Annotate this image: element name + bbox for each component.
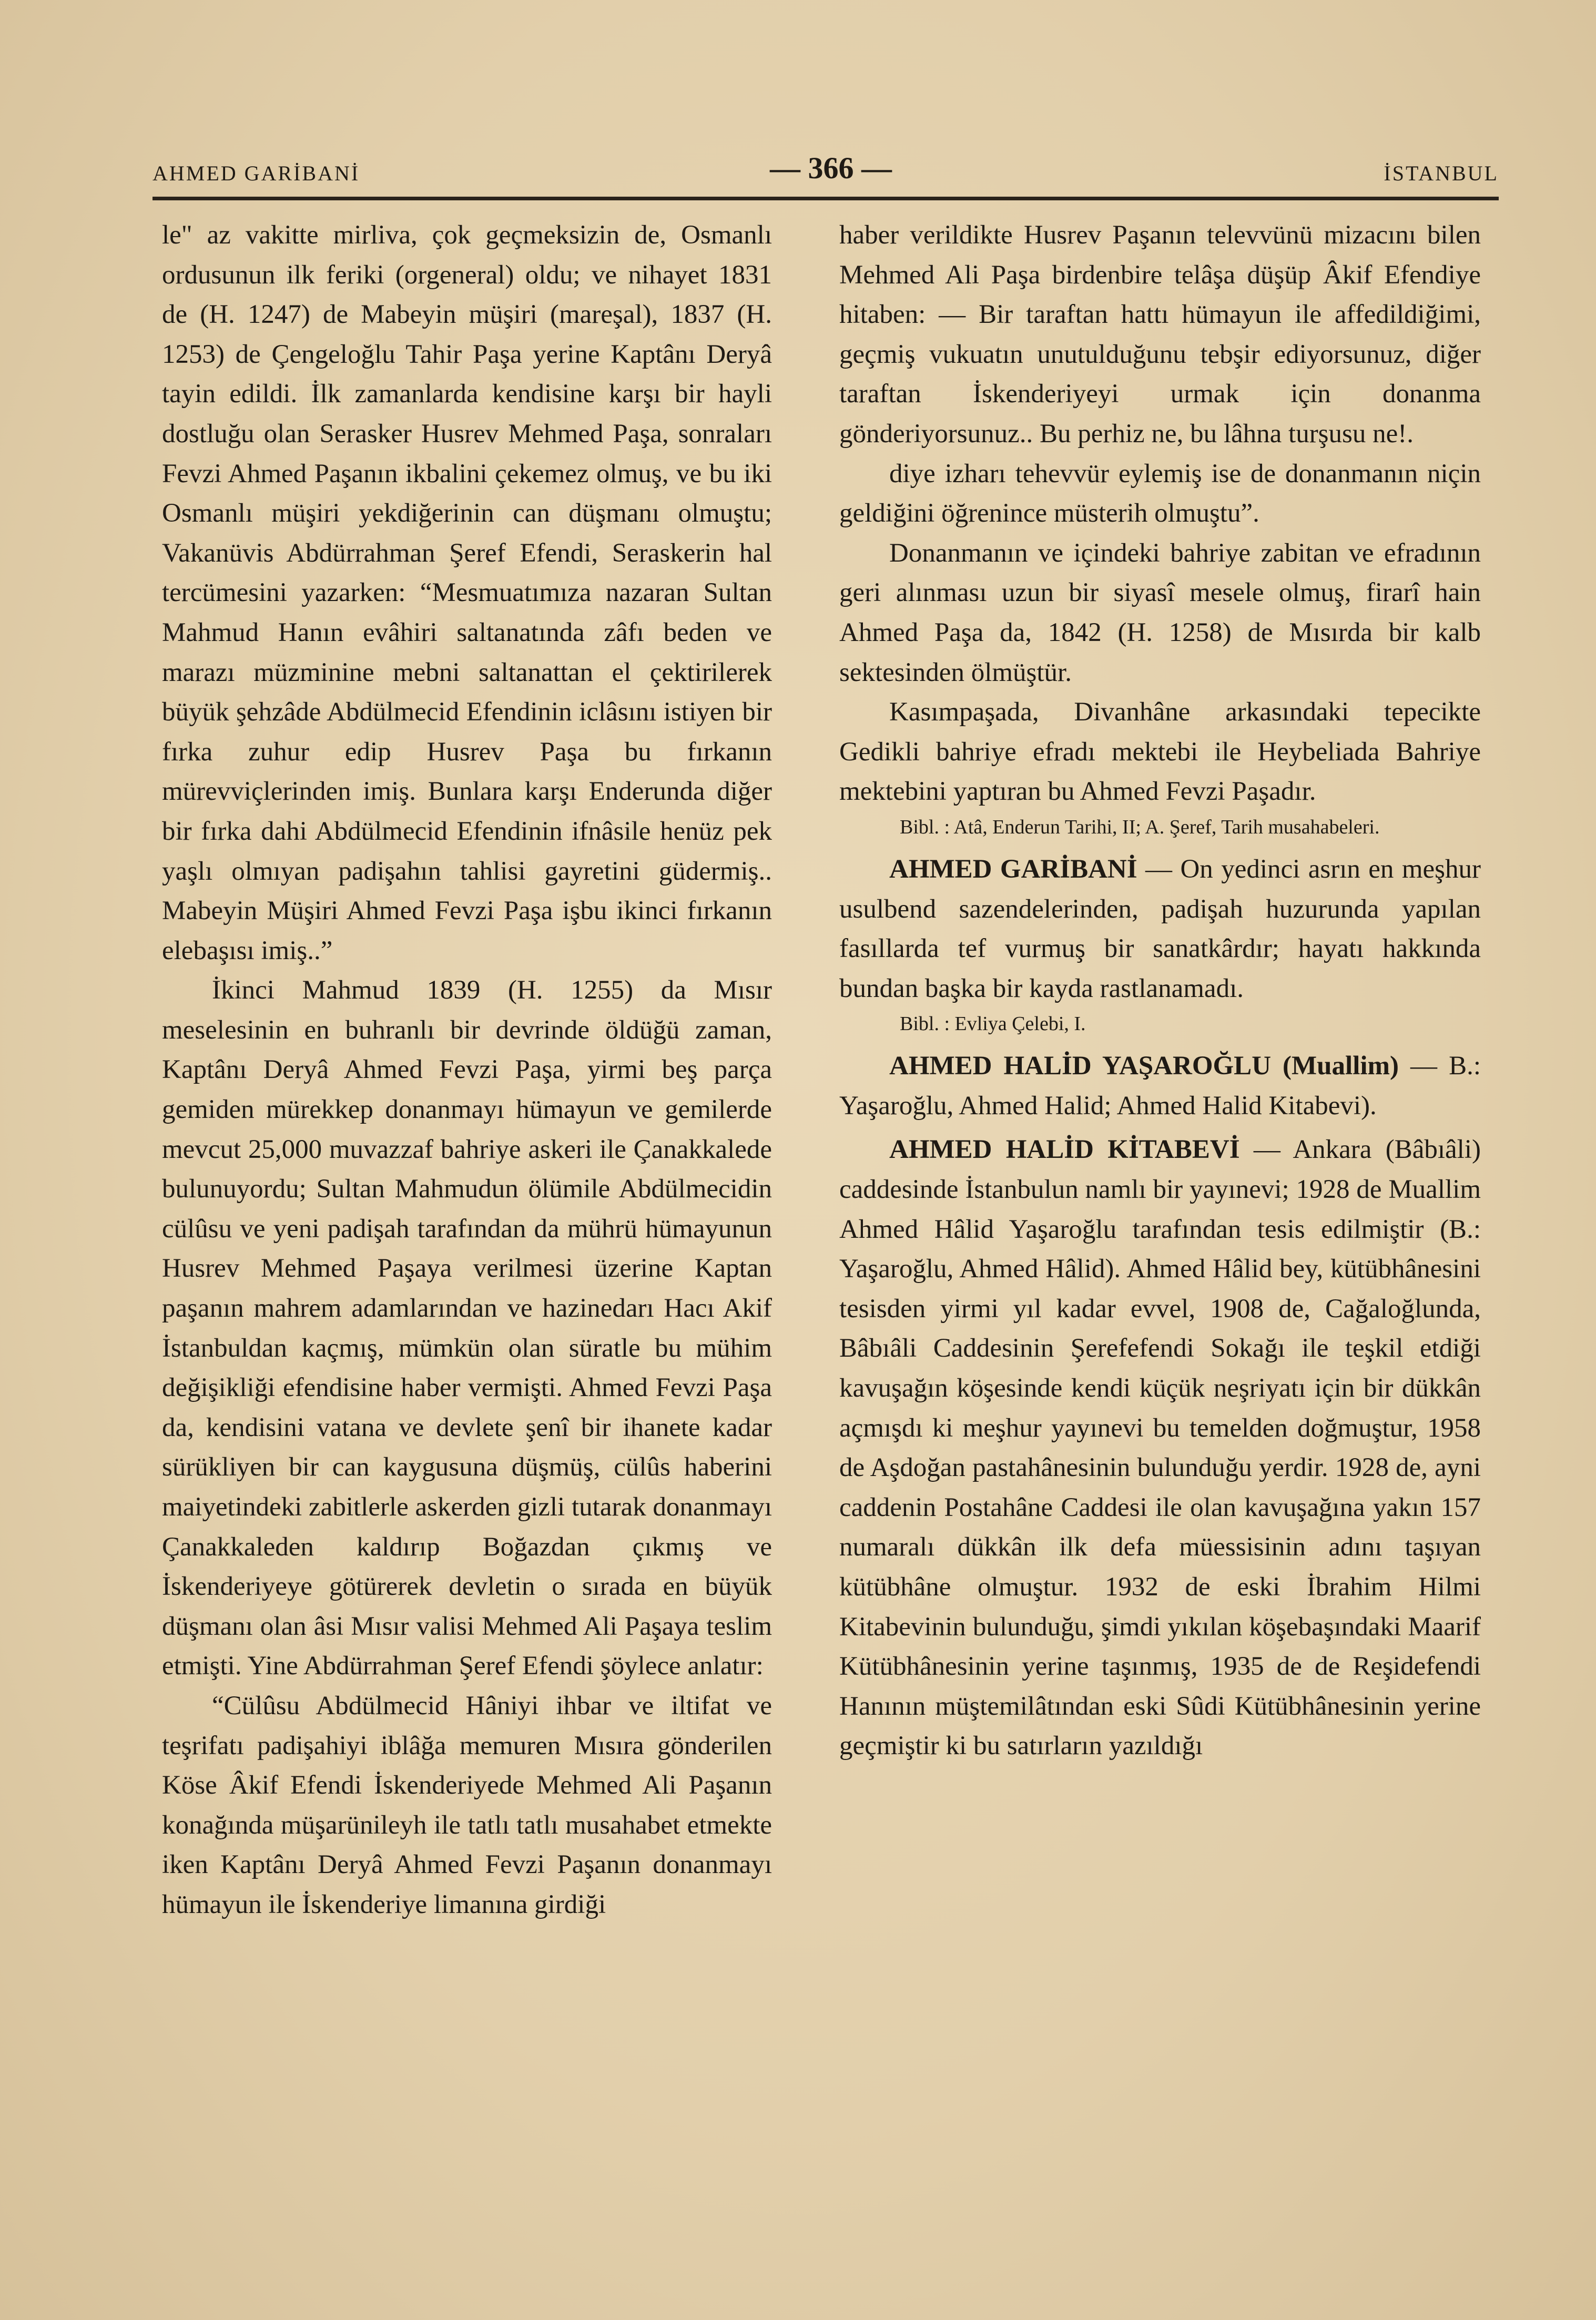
encyclopedia-entry [839,1046,1481,1126]
running-head-left: AHMED GARİBANİ [153,161,360,185]
encyclopedia-entry [839,1130,1481,1766]
running-head-right: İSTANBUL [1384,161,1499,185]
paragraph: haber verildikte Husrev Paşanın televvünü mizacını bilen Mehmed Ali Paşa birdenbire telâşa düşüp Âkif Efendiye hitaben: — Bir taraftan hattı hümayun ile affedildiğimi, geçmiş vukuatın unutulduğunu tebşir ediyorsunuz, diğer taraftan İskenderiyeyi urmak için donanma gönderiyorsunuz.. Bu perhiz ne, bu lâhna turşusu ne!. [839,220,1481,449]
paragraph: Kasımpaşada, Divanhâne arkasındaki tepecikte Gedikli bahriye efradı mektebi ile Heybeliada Bahriye mektebini yaptıran bu Ahmed Fevzi Paşadır. [839,697,1481,807]
paragraph: İkinci Mahmud 1839 (H. 1255) da Mısır meselesinin en buhranlı bir devrinde öldüğü zaman, Kaptânı Deryâ Ahmed Fevzi Paşa, yirmi beş parça gemiden mürekkep donanmayı hümayun ve gemilerde mevcut 25,000 muvazzaf bahriye askeri ile Çanakkalede bulunuyordu; Sultan Mahmudun ölümile Abdülmecidin cülûsu ve yeni padişah tarafından da mührü hümayunun Husrev Mehmed Paşaya verilmesi üzerine Kaptan paşanın mahrem adamlarından ve hazinedarı Hacı Akif İstanbuldan kaçmış, mümkün olan süratle bu mühim değişikliği efendisine haber vermişti. Ahmed Fevzi Paşa da, kendisini vatana ve devlete şenî bir ihanete kadar sürükliyen bir can kaygusuna düşmüş, cülûs haberini maiyetindeki zabitlerle askerden gizli tutarak donanmayı Çanakkaleden kaldırıp Boğazdan çıkmış ve İskenderiyeye götürerek devletin o sırada en büyük düşmanı olan âsi Mısır valisi Mehmed Ali Paşaya teslim etmişti. Yine Abdürrahman Şeref Efendi şöylece anlatır: [162,975,772,1681]
entry-title: AHMED HALİD YAŞAROĞLU (Muallim) [889,1051,1399,1081]
paragraph: le" az vakitte mirliva, çok geçmeksizin de, Osmanlı ordusunun ilk feriki (orgeneral) oldu; ve nihayet 1831 de (H. 1247) de Mabeyin müşiri (mareşal), 1837 (H. 1253) de Çengeloğlu Tahir Paşa yerine Kaptânı Deryâ tayin edildi. İlk zamanlarda kendisine karşı bir hayli dostluğu olan Serasker Husrev Mehmed Paşa, sonraları Fevzi Ahmed Paşanın ikbalini çekemez olmuş, ve bu iki Osmanlı müşiri yekdiğerinin can düşmanı olmuştu; Vakanüvis Abdürrahman Şeref Efendi, Seraskerin hal tercümesini yazarken: “Mesmuatımıza nazaran Sultan Mahmud Hanın evâhiri saltanatında zâfı beden ve marazı müzminine mebni saltanattan el çektirilerek büyük şehzâde Abdülmecid Efendinin iclâsını istiyen bir fırka zuhur edip Husrev Paşa bu fırkanın mürevviçlerinden imiş. Bunlara karşı Enderunda diğer bir fırka dahi Abdülmecid Efendinin ifnâsile henüz pek yaşlı olmıyan padişahın tahlisi gayretini güdermiş.. Mabeyin Müşiri Ahmed Fevzi Paşa işbu ikinci fırkanın elebaşısı imiş..” [162,220,772,965]
right-column [839,216,1481,1766]
bibliography-note: Bibl. : Evliya Çelebi, I. [900,1013,1086,1035]
header-rule [153,197,1499,200]
paragraph: “Cülûsu Abdülmecid Hâniyi ihbar ve iltifat ve teşrifatı padişahiyi iblâğa memuren Mısıra gönderilen Köse Âkif Efendi İskenderiyede Mehmed Ali Paşanın konağında müşarünileyh ile tatlı tatlı musahabet etmekte iken Kaptânı Deryâ Ahmed Fevzi Paşanın donanmayı hümayun ile İskenderiye limanına girdiği [162,1691,772,1919]
entry-text: — B.: Yaşaroğlu, Ahmed Halid; Ahmed Halid Kitabevi). [839,1051,1481,1121]
bibliography-note: Bibl. : Atâ, Enderun Tarihi, II; A. Şeref, Tarih musahabeleri. [900,816,1380,838]
entry-text: — On yedinci asrın en meşhur usulbend sazendelerinden, padişah huzurunda yapılan fasıllarda tef vurmuş bir sanatkârdır; hayatı hakkında bundan başka bir kayda rastlanamadı. [839,854,1481,1003]
entry-title: AHMED HALİD KİTABEVİ [889,1135,1240,1165]
left-column [162,216,772,1925]
page-number: — 366 — [770,151,892,185]
paragraph: diye izharı tehevvür eylemiş ise de donanmanın niçin geldiğini öğrenince müsterih olmuştu”. [839,459,1481,528]
page-header [153,148,1499,196]
paragraph: Donanmanın ve içindeki bahriye zabitan ve efradının geri alınması uzun bir siyasî mesele olmuş, firarî hain Ahmed Paşa da, 1842 (H. 1258) de Mısırda bir kalb sektesinden ölmüştür. [839,538,1481,687]
encyclopedia-entry [839,850,1481,1009]
entry-text: — Ankara (Bâbıâli) caddesinde İstanbulun namlı bir yayınevi; 1928 de Muallim Ahmed Hâlid Yaşaroğlu tarafından tesis edilmiştir (B.: Yaşaroğlu, Ahmed Hâlid). Ahmed Hâlid bey, kütübhânesini tesisden yirmi yıl kadar evvel, 1908 de, Cağaloğlunda, Bâbıâli Caddesinin Şerefefendi Sokağı ile teşkil etdiği kavuşağın köşesinde kendi küçük neşriyatı için bir dükkân açmışdı ki meşhur yayınevi bu temelden doğmuştur, 1958 de Aşdoğan pastahânesinin bulunduğu yerdir. 1928 de, ayni caddenin Postahâne Caddesi ile olan kavuşağına yakın 157 numaralı dükkân ilk defa müessisinin adını taşıyan kütübhâne olmuştur. 1932 de eski İbrahim Hilmi Kitabevinin bulunduğu, şimdi yıkılan köşebaşındaki Maarif Kütübhânesinin yerine taşınmış, 1935 de de Reşidefendi Hanının müştemilâtından eski Sûdi Kütübhânesinin yerine geçmiştir ki bu satırların yazıldığı [839,1135,1481,1761]
entry-title: AHMED GARİBANİ [889,854,1137,884]
